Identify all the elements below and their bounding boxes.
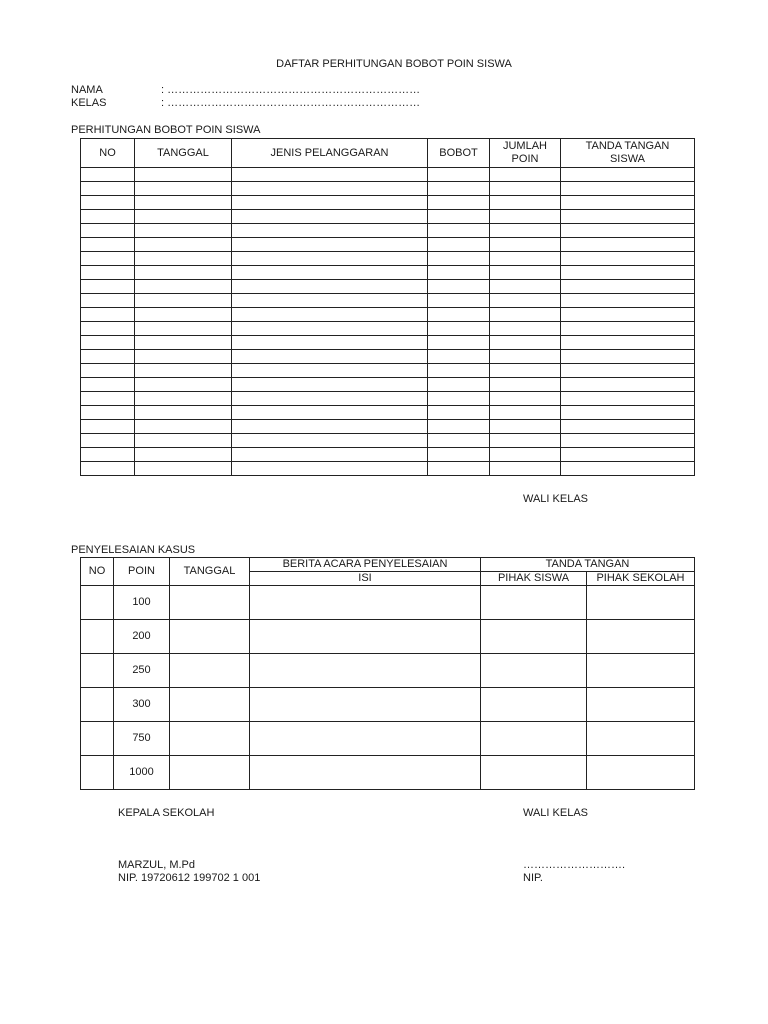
table-header-row [81, 139, 695, 168]
table-row [81, 462, 695, 476]
kepala-sekolah-label: KEPALA SEKOLAH [118, 807, 215, 819]
kelas-label: KELAS [71, 97, 107, 109]
table-row [81, 322, 695, 336]
table-cell [250, 688, 481, 722]
table-cell [561, 392, 695, 406]
table-cell [135, 182, 232, 196]
wali-kelas-name: ………………………. [523, 859, 626, 871]
table-row [81, 620, 695, 654]
table-cell [232, 182, 428, 196]
table-cell [561, 224, 695, 238]
table-cell [490, 280, 561, 294]
table-cell [428, 294, 490, 308]
table-cell [490, 168, 561, 182]
table-cell [81, 210, 135, 224]
table-cell [170, 620, 250, 654]
table-cell [250, 654, 481, 688]
table-row [81, 266, 695, 280]
table-cell [481, 620, 587, 654]
col-tanda-tangan: TANDA TANGAN [481, 558, 695, 572]
table-row [81, 406, 695, 420]
table-cell [561, 308, 695, 322]
table-row [81, 280, 695, 294]
table-cell [490, 182, 561, 196]
table-row [81, 336, 695, 350]
table-cell [81, 378, 135, 392]
table-row [81, 224, 695, 238]
table-cell [232, 392, 428, 406]
col-isi: ISI [250, 572, 481, 586]
table-cell [232, 196, 428, 210]
col-jenis-pelanggaran: JENIS PELANGGARAN [232, 139, 428, 168]
table-cell [135, 378, 232, 392]
table-cell [135, 238, 232, 252]
table-cell [81, 168, 135, 182]
section1-heading: PERHITUNGAN BOBOT POIN SISWA [71, 124, 261, 136]
table-cell [428, 462, 490, 476]
table-cell [481, 586, 587, 620]
table-cell [232, 406, 428, 420]
table-cell [561, 168, 695, 182]
table-cell [170, 722, 250, 756]
poin-value: 250 [114, 654, 170, 688]
table-cell [250, 620, 481, 654]
table-cell [561, 406, 695, 420]
table-cell [232, 294, 428, 308]
table-cell [490, 378, 561, 392]
table-cell [81, 294, 135, 308]
table-row [81, 756, 695, 790]
table-cell [561, 336, 695, 350]
table-cell [428, 364, 490, 378]
table-cell [428, 252, 490, 266]
table-cell [490, 336, 561, 350]
table-cell [428, 406, 490, 420]
table-cell [135, 392, 232, 406]
kepala-sekolah-name: MARZUL, M.Pd [118, 859, 196, 871]
table-cell [81, 266, 135, 280]
table-row [81, 294, 695, 308]
table-cell [81, 238, 135, 252]
table-cell [587, 654, 695, 688]
table-cell [561, 378, 695, 392]
col-jumlah-poin: JUMLAH POIN [490, 139, 561, 168]
table-cell [490, 266, 561, 280]
table-cell [561, 182, 695, 196]
table-cell [490, 196, 561, 210]
table-cell [81, 406, 135, 420]
table-cell [81, 756, 114, 790]
table-cell [81, 586, 114, 620]
table-cell [490, 210, 561, 224]
table-cell [428, 266, 490, 280]
table-cell [561, 350, 695, 364]
table-cell [587, 586, 695, 620]
table-cell [135, 350, 232, 364]
table-cell [232, 266, 428, 280]
table-cell [81, 252, 135, 266]
table-cell [81, 654, 114, 688]
table-cell [428, 448, 490, 462]
table-cell [561, 266, 695, 280]
table-cell [490, 308, 561, 322]
table-cell [81, 182, 135, 196]
table-cell [135, 434, 232, 448]
table-row [81, 722, 695, 756]
table-cell [81, 688, 114, 722]
table-cell [81, 336, 135, 350]
table-row [81, 688, 695, 722]
table-row [81, 448, 695, 462]
table-cell [135, 196, 232, 210]
table-cell [81, 224, 135, 238]
table-row [81, 586, 695, 620]
table-cell [135, 266, 232, 280]
table-cell [561, 322, 695, 336]
table-cell [561, 462, 695, 476]
table-cell [587, 756, 695, 790]
table-cell [232, 462, 428, 476]
table-cell [232, 448, 428, 462]
table-cell [490, 420, 561, 434]
table-cell [135, 252, 232, 266]
table-cell [81, 364, 135, 378]
table-cell [232, 322, 428, 336]
table-row [81, 182, 695, 196]
table-cell [232, 434, 428, 448]
table-cell [490, 322, 561, 336]
table-cell [81, 322, 135, 336]
wali-kelas-label-2: WALI KELAS [523, 807, 589, 819]
table-cell [561, 434, 695, 448]
table-cell [250, 756, 481, 790]
table-cell [481, 688, 587, 722]
table-cell [232, 350, 428, 364]
table-cell [81, 350, 135, 364]
table-cell [428, 182, 490, 196]
table-cell [232, 364, 428, 378]
table-cell [428, 336, 490, 350]
nama-label: NAMA [71, 84, 103, 96]
table-cell [428, 434, 490, 448]
poin-value: 750 [114, 722, 170, 756]
table-cell [481, 654, 587, 688]
table-row [81, 210, 695, 224]
table-cell [428, 168, 490, 182]
kepala-sekolah-nip: NIP. 19720612 199702 1 001 [118, 872, 261, 884]
col-no: NO [81, 558, 114, 586]
table-cell [170, 756, 250, 790]
col-pihak-siswa: PIHAK SISWA [481, 572, 587, 586]
table-cell [81, 434, 135, 448]
table-cell [490, 238, 561, 252]
table-cell [428, 238, 490, 252]
table-cell [232, 210, 428, 224]
table-cell [81, 462, 135, 476]
table-cell [170, 586, 250, 620]
bobot-poin-table [80, 138, 695, 476]
table-cell [232, 168, 428, 182]
table-cell [250, 586, 481, 620]
table-cell [135, 406, 232, 420]
table-cell [135, 448, 232, 462]
table-row [81, 378, 695, 392]
table-cell [135, 210, 232, 224]
poin-value: 100 [114, 586, 170, 620]
table-cell [232, 238, 428, 252]
table-row [81, 350, 695, 364]
table-cell [135, 364, 232, 378]
table-cell [250, 722, 481, 756]
kelas-field: : …………………………………………………………… [161, 97, 421, 109]
table-cell [81, 722, 114, 756]
table-cell [428, 350, 490, 364]
table-cell [428, 224, 490, 238]
table-cell [81, 620, 114, 654]
table-cell [81, 420, 135, 434]
table-cell [561, 238, 695, 252]
table-row [81, 252, 695, 266]
table-cell [481, 722, 587, 756]
table-row [81, 308, 695, 322]
table-cell [587, 722, 695, 756]
table-cell [490, 364, 561, 378]
table-cell [232, 420, 428, 434]
table-row [81, 434, 695, 448]
table-row [81, 196, 695, 210]
table-cell [561, 280, 695, 294]
table-cell [428, 196, 490, 210]
table-cell [81, 392, 135, 406]
table-cell [428, 280, 490, 294]
table-cell [561, 448, 695, 462]
table-row [81, 392, 695, 406]
table-cell [81, 308, 135, 322]
wali-kelas-label-1: WALI KELAS [523, 493, 589, 505]
table-cell [490, 350, 561, 364]
table-cell [561, 252, 695, 266]
col-pihak-sekolah: PIHAK SEKOLAH [587, 572, 695, 586]
table-cell [135, 322, 232, 336]
table-cell [170, 688, 250, 722]
table-cell [428, 392, 490, 406]
table-cell [490, 462, 561, 476]
table-cell [490, 392, 561, 406]
table-header-row [81, 558, 695, 572]
table-row [81, 168, 695, 182]
table-cell [81, 280, 135, 294]
poin-value: 300 [114, 688, 170, 722]
table-cell [135, 336, 232, 350]
table-cell [561, 364, 695, 378]
table-cell [135, 294, 232, 308]
table-cell [135, 168, 232, 182]
col-bobot: BOBOT [428, 139, 490, 168]
col-tanggal: TANGGAL [170, 558, 250, 586]
poin-value: 1000 [114, 756, 170, 790]
table-row [81, 238, 695, 252]
table-cell [587, 688, 695, 722]
table-cell [561, 294, 695, 308]
table-cell [490, 448, 561, 462]
table-cell [561, 196, 695, 210]
table-cell [428, 210, 490, 224]
table-cell [232, 378, 428, 392]
table-cell [135, 308, 232, 322]
table-cell [428, 308, 490, 322]
table-cell [490, 434, 561, 448]
table-cell [428, 420, 490, 434]
col-tanda-tangan-siswa: TANDA TANGAN SISWA [561, 139, 695, 168]
table-cell [232, 224, 428, 238]
table-cell [428, 322, 490, 336]
table-cell [170, 654, 250, 688]
wali-kelas-nip: NIP. [523, 872, 543, 884]
page-title: DAFTAR PERHITUNGAN BOBOT POIN SISWA [276, 58, 512, 70]
col-berita-acara: BERITA ACARA PENYELESAIAN [250, 558, 481, 572]
table-cell [587, 620, 695, 654]
table-cell [135, 280, 232, 294]
table-cell [481, 756, 587, 790]
table-cell [81, 448, 135, 462]
table-row [81, 420, 695, 434]
table-row [81, 654, 695, 688]
section2-heading: PENYELESAIAN KASUS [71, 544, 196, 556]
table-cell [490, 252, 561, 266]
table-cell [232, 336, 428, 350]
table-cell [490, 224, 561, 238]
table-cell [232, 252, 428, 266]
col-no: NO [81, 139, 135, 168]
table-cell [232, 280, 428, 294]
table-cell [232, 308, 428, 322]
table-cell [428, 378, 490, 392]
table-cell [135, 462, 232, 476]
table-row [81, 364, 695, 378]
table-cell [561, 420, 695, 434]
col-tanggal: TANGGAL [135, 139, 232, 168]
poin-value: 200 [114, 620, 170, 654]
table-cell [135, 224, 232, 238]
penyelesaian-kasus-table [80, 557, 695, 790]
col-poin: POIN [114, 558, 170, 586]
table-cell [135, 420, 232, 434]
table-cell [561, 210, 695, 224]
table-cell [490, 294, 561, 308]
nama-field: : …………………………………………………………… [161, 84, 421, 96]
table-cell [490, 406, 561, 420]
table-cell [81, 196, 135, 210]
